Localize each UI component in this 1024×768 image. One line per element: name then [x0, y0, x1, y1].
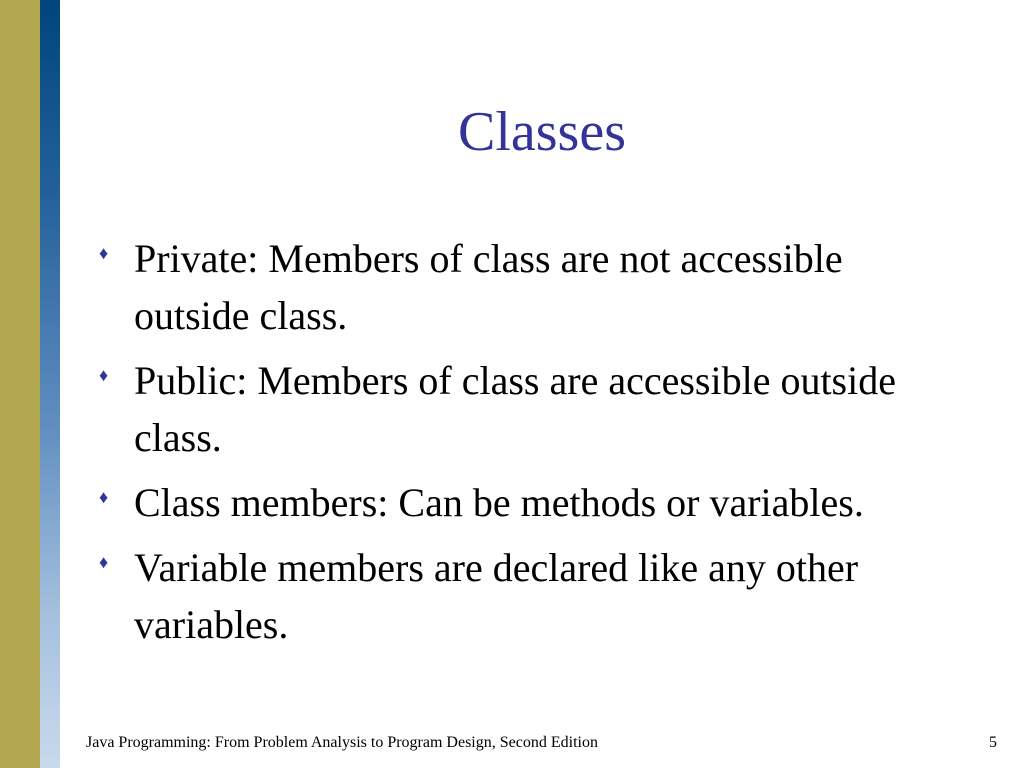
- slide-footer: Java Programming: From Problem Analysis to Program Design, Second Edition: [86, 734, 598, 751]
- diamond-icon: ♦: [99, 552, 109, 572]
- bullet-text: Private: Members of class are not accessible outside class.: [134, 236, 843, 338]
- bullet-text: Class members: Can be methods or variables.: [134, 480, 864, 525]
- diamond-icon: ♦: [99, 243, 109, 263]
- diamond-icon: ♦: [99, 365, 109, 385]
- slide-title: Classes: [458, 101, 626, 163]
- bullet-text: Public: Members of class are accessible outside class.: [134, 358, 896, 460]
- bullet-item: [96, 539, 916, 653]
- bullet-item: [96, 352, 916, 466]
- diamond-icon: ♦: [99, 487, 109, 507]
- bullet-text: Variable members are declared like any other variables.: [134, 545, 859, 647]
- page-number: 5: [989, 734, 997, 751]
- bullet-list: [96, 230, 916, 661]
- decorative-gold-stripe: [0, 0, 40, 768]
- decorative-blue-gradient-stripe: [40, 0, 60, 768]
- bullet-item: [96, 474, 916, 531]
- bullet-item: [96, 230, 916, 344]
